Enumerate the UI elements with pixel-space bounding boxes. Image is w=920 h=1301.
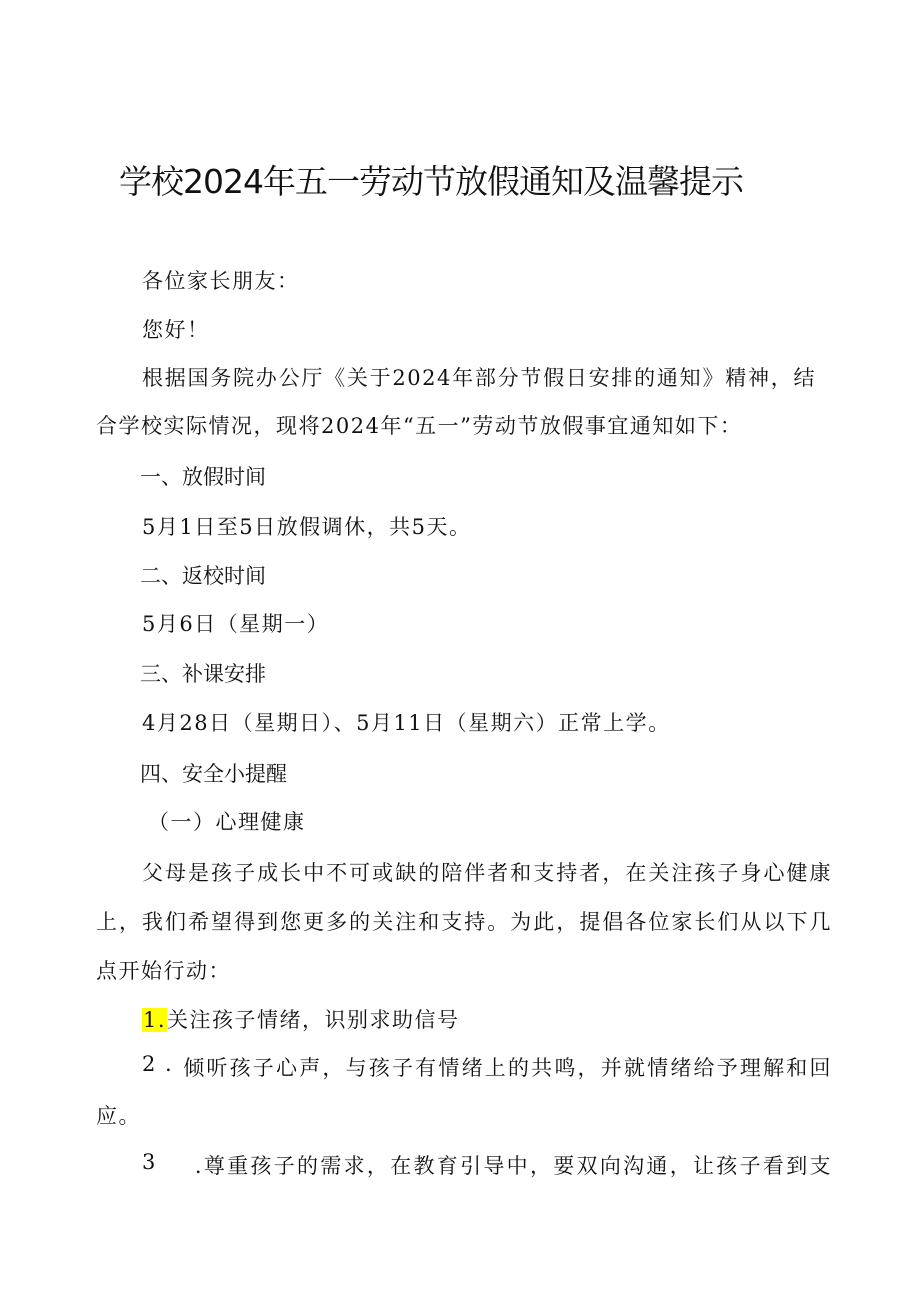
list-item-3-line-1: .尊重孩子的需求，在教育引导中，要双向沟通，让孩子看到支 [194, 1154, 832, 1178]
section-heading-4: 四、安全小提醒 [140, 762, 287, 786]
list-item-1-text: 关注孩子情绪，识别求助信号 [167, 1008, 460, 1032]
list-item-2-number: 2 . [142, 1052, 174, 1076]
subsection-heading: （一）心理健康 [148, 810, 306, 834]
paragraph-line-3: 点开始行动： [96, 959, 231, 983]
document-title: 学校2024年五一劳动节放假通知及温馨提示 [119, 162, 743, 201]
section-body-3: 4月28日（星期日）、5月11日（星期六）正常上学。 [142, 711, 671, 735]
list-item-2-line-1: 倾听孩子心声，与孩子有情绪上的共鸣，并就情绪给予理解和回 [183, 1056, 832, 1080]
section-heading-3: 三、补课安排 [140, 662, 266, 686]
list-item-2 [142, 1052, 832, 1082]
list-item-2-line-2: 应。 [96, 1104, 141, 1128]
intro-line-1: 根据国务院办公厅《关于2024年部分节假日安排的通知》精神，结 [142, 366, 816, 390]
hello: 您好！ [142, 318, 210, 342]
list-item-3 [142, 1150, 832, 1180]
paragraph-line-2: 上，我们希望得到您更多的关注和支持。为此，提倡各位家长们从以下几 [96, 910, 832, 934]
list-item-3-number: 3 [142, 1150, 157, 1174]
section-heading-1: 一、放假时间 [140, 465, 266, 489]
list-item-1-number: 1. [143, 1008, 167, 1032]
section-body-2: 5月6日（星期一） [142, 612, 330, 636]
section-heading-2: 二、返校时间 [140, 564, 266, 588]
greeting: 各位家长朋友： [142, 269, 300, 293]
intro-line-2: 合学校实际情况，现将2024年“五一”劳动节放假事宜通知如下： [96, 414, 743, 438]
paragraph-line-1: 父母是孩子成长中不可或缺的陪伴者和支持者，在关注孩子身心健康 [142, 861, 832, 885]
section-body-1: 5月1日至5日放假调休，共5天。 [142, 515, 472, 539]
list-item-1 [142, 1004, 460, 1034]
